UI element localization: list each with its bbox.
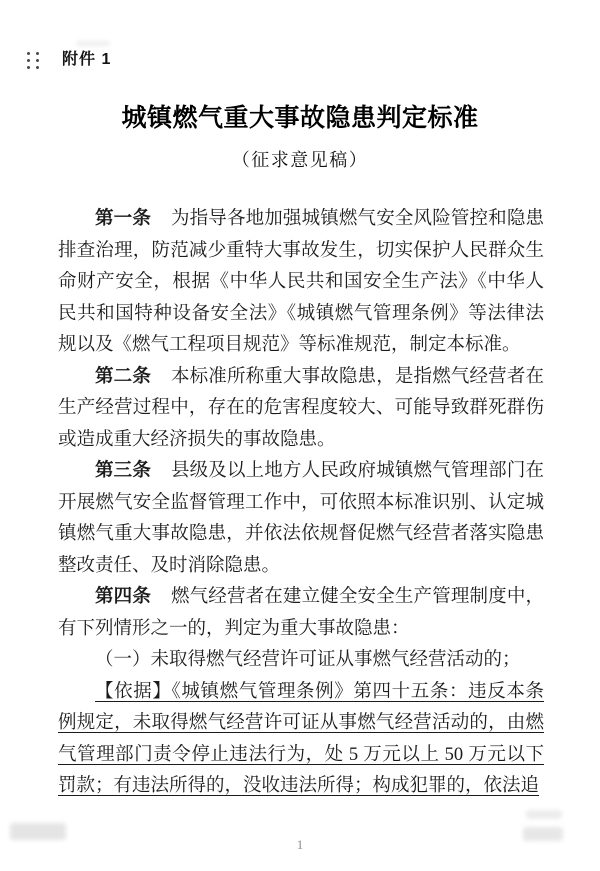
clause-label: 第四条 (95, 587, 151, 607)
document-body (58, 204, 544, 803)
paragraph-text: 县级及以上地方人民政府城镇燃气管理部门在开展燃气安全监督管理工作中，可依照本标准识别、认定城镇燃气重大事故隐患，并依法依规督促燃气经营者落实隐患整改责任、及时消除隐患。 (58, 461, 544, 576)
paragraph (58, 456, 544, 582)
clause-label: 第二条 (95, 366, 151, 387)
clause-label: 第一条 (95, 209, 151, 229)
paragraph-text: 为指导各地加强城镇燃气安全风险管控和隐患排查治理，防范减少重特大事故发生，切实保护人民群众生命财产安全，根据《中华人民共和国安全生产法》《中华人民共和国特种设备安全法》《城镇燃气管理条例》等法律法规以及《燃气工程项目规范》等标准规范，制定本标准。 (58, 209, 544, 355)
scan-artifact (526, 810, 562, 819)
paragraph-text: 【依据】《城镇燃气管理条例》第四十五条：违反本条例规定，未取得燃气经营许可证从事燃气经营活动的，由燃气管理部门责令停止违法行为，处 5 万元以上 50 万元以下罚款；有违法所得的，没收违法所得；构成犯罪的，依法追 (58, 681, 544, 796)
clause-label: 第三条 (95, 461, 151, 481)
paragraph (58, 645, 544, 677)
document-title: 城镇燃气重大事故隐患判定标准 (121, 105, 479, 132)
paragraph-text: 本标准所称重大事故隐患，是指燃气经营者在生产经营过程中，存在的危害程度较大、可能导致群死群伤或造成重大经济损失的事故隐患。 (58, 366, 544, 450)
paragraph (58, 582, 544, 645)
paragraph (58, 204, 544, 362)
document-subtitle: （征求意见稿） (231, 150, 369, 170)
paragraph (58, 362, 544, 457)
page-number: 1 (296, 837, 304, 852)
paragraph-text: 燃气经营者在建立健全安全生产管理制度中，有下列情形之一的，判定为重大事故隐患： (58, 587, 544, 639)
paragraph-text: （一）未取得燃气经营许可证从事燃气经营活动的； (95, 650, 521, 670)
drag-handle-icon[interactable] (27, 52, 40, 69)
paragraph (58, 677, 544, 803)
attachment-label: 附件 1 (62, 51, 112, 68)
